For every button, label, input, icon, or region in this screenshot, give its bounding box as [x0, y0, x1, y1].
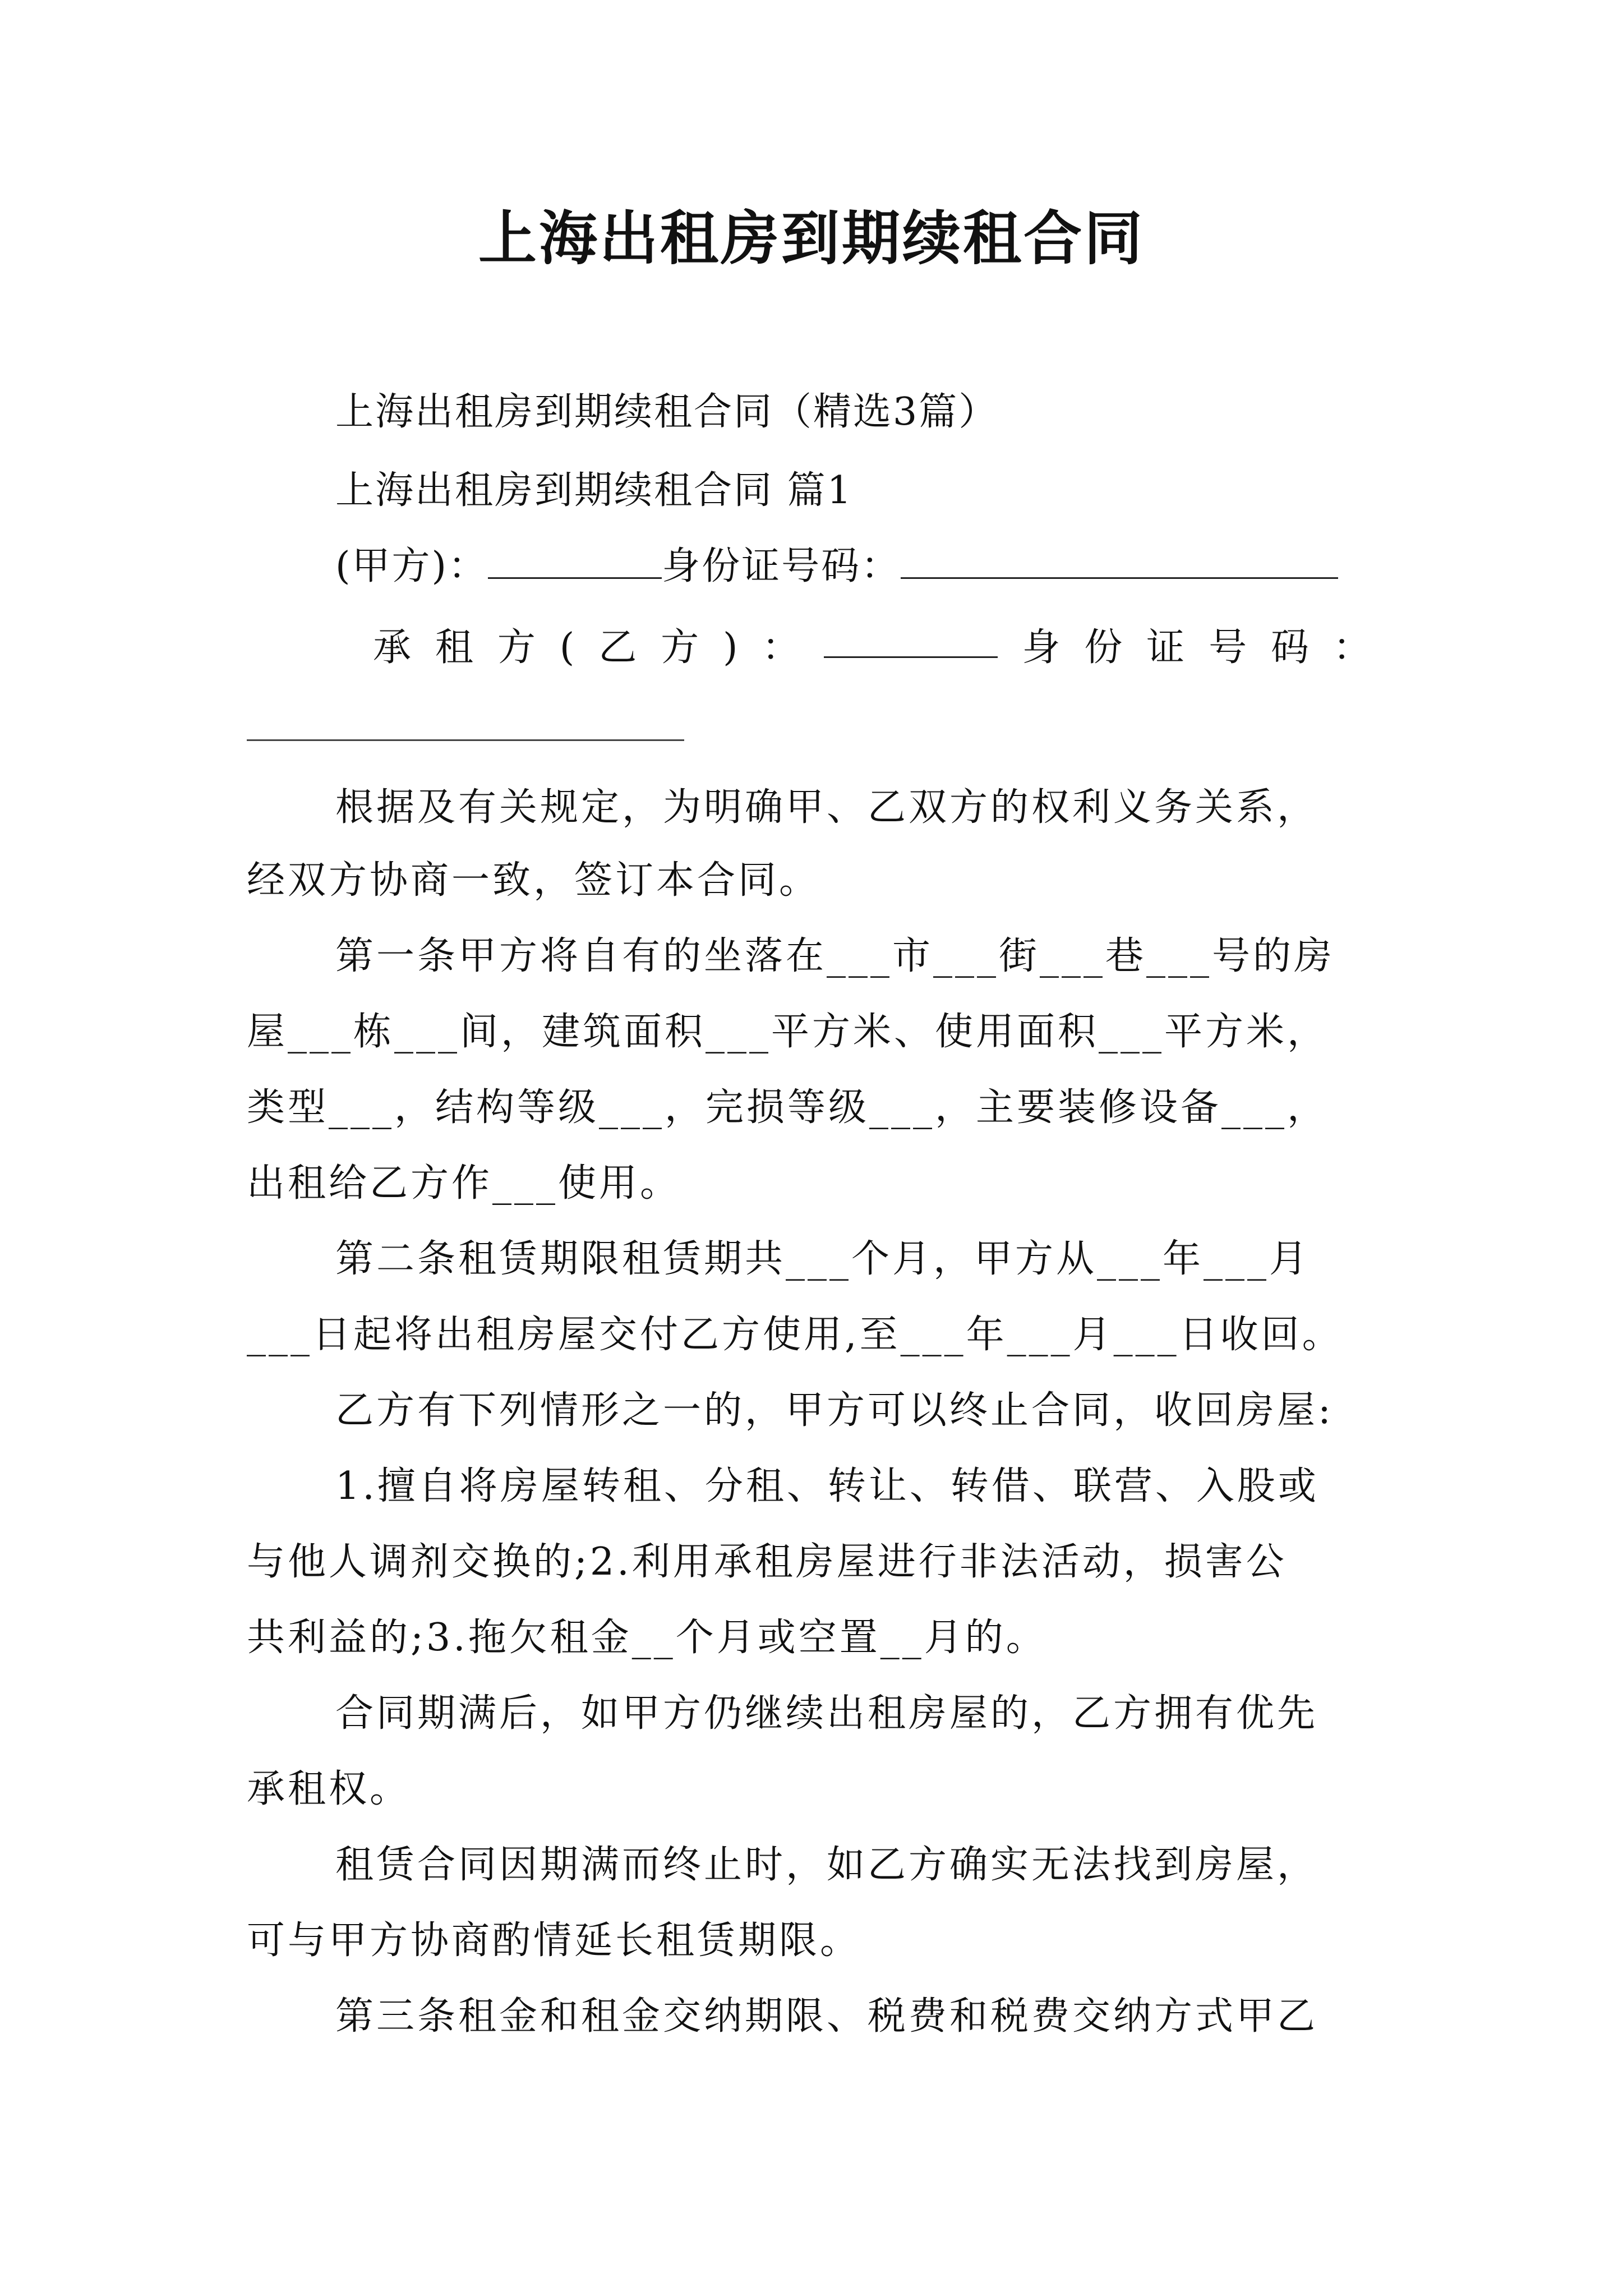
section-heading: 上海出租房到期续租合同 篇1	[335, 468, 853, 513]
party-b-char: 租	[435, 625, 473, 670]
party-b-id-char: ：	[1332, 625, 1371, 670]
party-a-name-blank	[488, 544, 662, 579]
party-b-id-blank	[247, 739, 684, 741]
party-a-label: (甲方)：	[335, 544, 488, 588]
party-a-id-blank	[901, 544, 1338, 579]
party-b-id-char: 号	[1209, 625, 1247, 670]
body-line: 第三条租金和租金交纳期限、税费和税费交纳方式甲乙	[335, 1994, 1318, 2039]
party-b-char: )	[723, 625, 738, 670]
party-b-char: 承	[373, 625, 412, 670]
party-b-id-char: 证	[1146, 625, 1185, 670]
body-line: 1.擅自将房屋转租、分租、转让、转借、联营、入股或	[335, 1464, 1319, 1508]
body-line: 乙方有下列情形之一的，甲方可以终止合同，收回房屋:	[335, 1388, 1334, 1433]
body-line: 第一条甲方将自有的坐落在___市___街___巷___号的房	[335, 934, 1335, 978]
document-title: 上海出租房到期续租合同	[478, 204, 1145, 273]
body-line: 根据及有关规定，为明确甲、乙双方的权利义务关系，	[335, 785, 1318, 830]
party-b-char: 乙	[598, 625, 637, 670]
body-line: 合同期满后，如甲方仍继续出租房屋的，乙方拥有优先	[335, 1691, 1318, 1736]
body-line: ___日起将出租房屋交付乙方使用,至___年___月___日收回。	[247, 1313, 1343, 1357]
body-line: 经双方协商一致，签订本合同。	[247, 858, 820, 903]
party-b-line	[373, 623, 1371, 673]
body-line: 与他人调剂交换的;2.利用承租房屋进行非法活动，损害公	[247, 1540, 1287, 1584]
body-line: 屋___栋___间，建筑面积___平方米、使用面积___平方米，	[247, 1010, 1329, 1054]
party-b-id-char: 码	[1271, 625, 1310, 670]
body-line: 可与甲方协商酌情延长租赁期限。	[247, 1918, 861, 1963]
party-b-id-char: 身	[1022, 625, 1061, 670]
body-line: 共利益的;3.拖欠租金__个月或空置__月的。	[247, 1616, 1047, 1660]
body-line: 承租权。	[247, 1767, 411, 1811]
body-line: 类型___，结构等级___，完损等级___，主要装修设备___，	[247, 1085, 1329, 1130]
party-b-char: 方	[497, 625, 536, 670]
party-b-name-blank	[824, 623, 998, 658]
party-b-char: ：	[762, 625, 800, 670]
document-subtitle: 上海出租房到期续租合同（精选3篇）	[335, 390, 999, 434]
party-a-id-label: 身份证号码：	[662, 544, 901, 588]
party-b-char: (	[559, 625, 575, 670]
party-a-line	[335, 541, 1338, 592]
body-line: 第二条租赁期限租赁期共___个月，甲方从___年___月	[335, 1237, 1311, 1281]
body-line: 租赁合同因期满而终止时，如乙方确实无法找到房屋，	[335, 1843, 1318, 1887]
party-b-id-char: 份	[1084, 625, 1123, 670]
party-b-char: 方	[661, 625, 699, 670]
body-line: 出租给乙方作___使用。	[247, 1161, 681, 1205]
